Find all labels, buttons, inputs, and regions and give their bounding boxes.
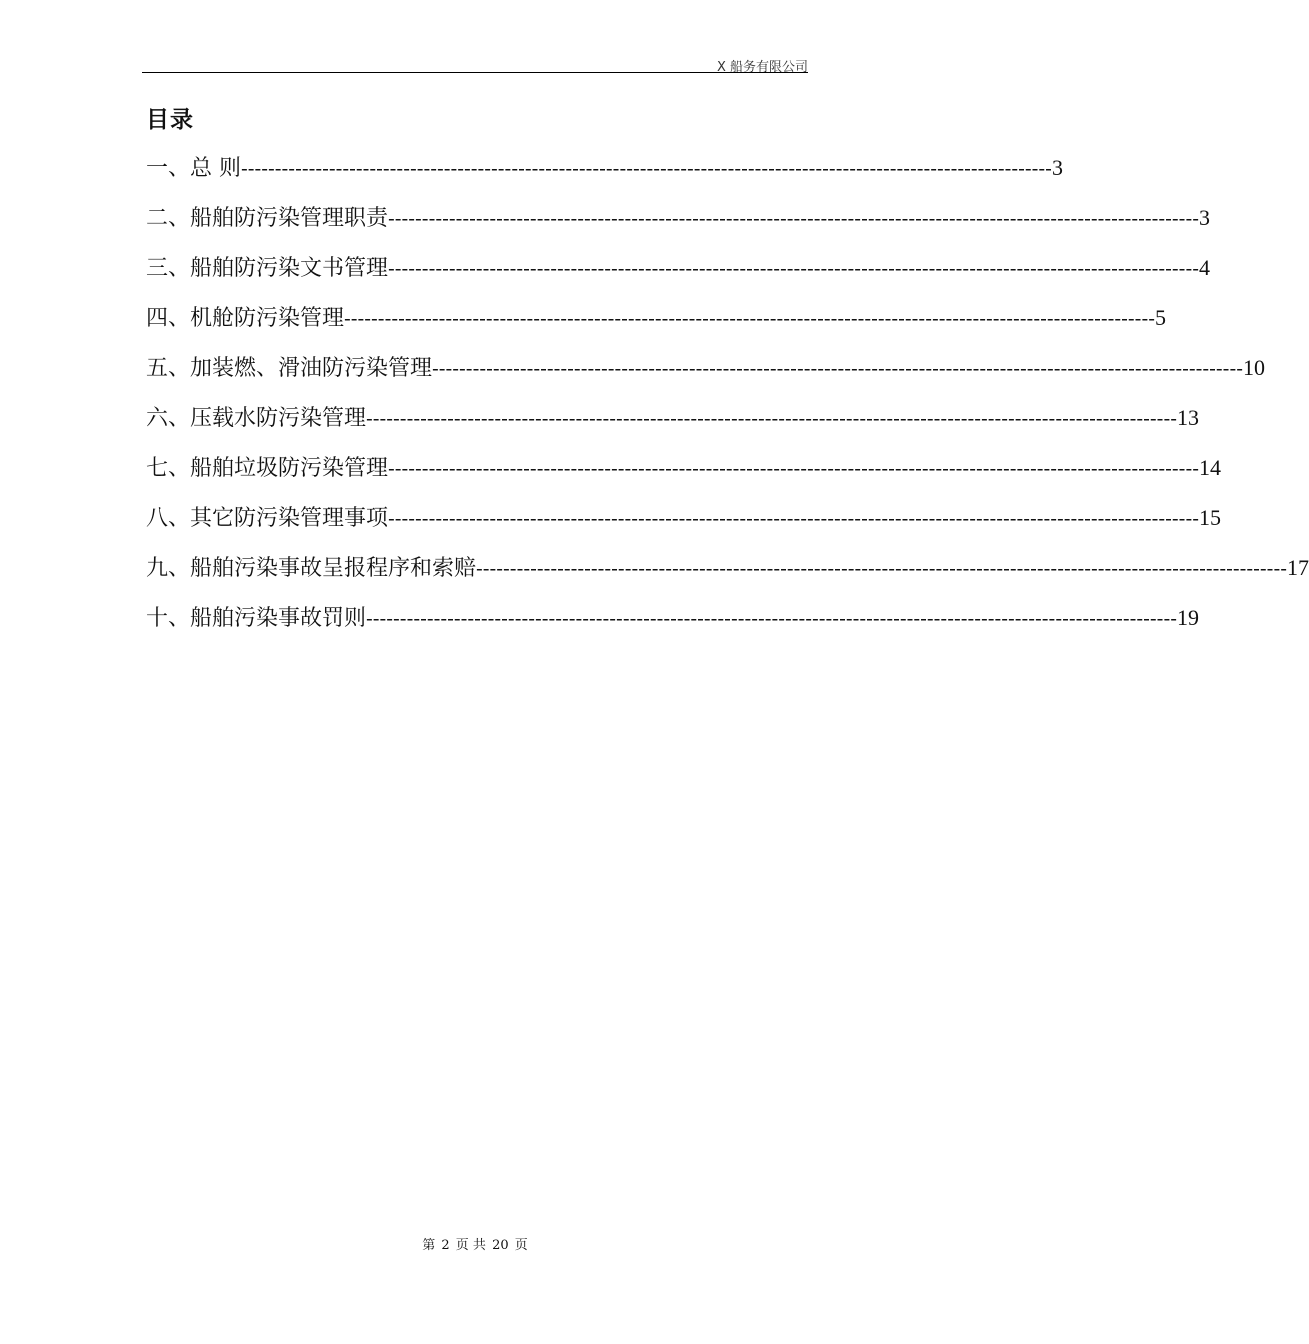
toc-leader-dashes: ------------------------------------------------------------------------------------------------------------------------ — [344, 306, 1155, 330]
toc-leader-dashes: ------------------------------------------------------------------------------------------------------------------------ — [388, 206, 1199, 230]
toc-title: 目录 — [146, 107, 194, 133]
toc-entry[interactable] — [146, 498, 1221, 548]
toc-entry-page: 19 — [1176, 605, 1199, 630]
toc-leader-dashes: ------------------------------------------------------------------------------------------------------------------------ — [241, 156, 1052, 180]
toc-leader-dashes: ------------------------------------------------------------------------------------------------------------------------ — [432, 356, 1243, 380]
toc-entry-page: 10 — [1242, 355, 1265, 380]
toc-entry-page: 3 — [1198, 205, 1210, 230]
toc-entry-page: 13 — [1176, 405, 1199, 430]
toc-entry[interactable] — [146, 298, 1166, 348]
toc-entry[interactable] — [146, 198, 1210, 248]
footer-middle: 页 共 — [455, 1238, 486, 1253]
footer-current-page: 2 — [441, 1238, 450, 1253]
toc-entry-label: 十、船舶污染事故罚则 — [146, 606, 367, 631]
toc-entry-label: 五、加装燃、滑油防污染管理 — [146, 356, 433, 381]
toc-leader-dashes: ------------------------------------------------------------------------------------------------------------------------ — [388, 256, 1199, 280]
toc-entry[interactable] — [146, 548, 1309, 598]
toc-entry-label: 一、总 则 — [146, 156, 241, 181]
toc-entry[interactable] — [146, 398, 1199, 448]
toc-entry-label: 八、其它防污染管理事项 — [146, 506, 389, 531]
toc-entry-label: 三、船舶防污染文书管理 — [146, 256, 389, 281]
toc-entry-label: 六、压载水防污染管理 — [146, 406, 367, 431]
toc-entry-label: 九、船舶污染事故呈报程序和索赔 — [146, 556, 477, 581]
header-divider — [142, 72, 808, 73]
toc-entry-page: 17 — [1286, 555, 1309, 580]
toc-entry[interactable] — [146, 448, 1221, 498]
toc-leader-dashes: ------------------------------------------------------------------------------------------------------------------------ — [366, 406, 1177, 430]
footer-suffix: 页 — [514, 1238, 528, 1253]
footer-prefix: 第 — [422, 1238, 436, 1253]
page-footer — [0, 1234, 950, 1253]
toc-entry-label: 七、船舶垃圾防污染管理 — [146, 456, 389, 481]
toc-entry-page: 3 — [1051, 155, 1063, 180]
toc-entry[interactable] — [146, 598, 1199, 648]
toc-leader-dashes: ------------------------------------------------------------------------------------------------------------------------ — [476, 556, 1287, 580]
table-of-contents — [146, 148, 1309, 648]
toc-entry-page: 14 — [1198, 455, 1221, 480]
toc-entry[interactable] — [146, 248, 1210, 298]
toc-leader-dashes: ------------------------------------------------------------------------------------------------------------------------ — [388, 456, 1199, 480]
toc-entry-page: 4 — [1198, 255, 1210, 280]
company-name: X 船务有限公司 — [716, 60, 808, 75]
toc-entry-label: 四、机舱防污染管理 — [146, 306, 345, 331]
footer-total-pages: 20 — [492, 1238, 509, 1253]
toc-entry[interactable] — [146, 348, 1265, 398]
toc-leader-dashes: ------------------------------------------------------------------------------------------------------------------------ — [366, 606, 1177, 630]
toc-leader-dashes: ------------------------------------------------------------------------------------------------------------------------ — [388, 506, 1199, 530]
toc-entry-page: 5 — [1154, 305, 1166, 330]
toc-entry[interactable] — [146, 148, 1063, 198]
toc-entry-page: 15 — [1198, 505, 1221, 530]
toc-entry-label: 二、船舶防污染管理职责 — [146, 206, 389, 231]
